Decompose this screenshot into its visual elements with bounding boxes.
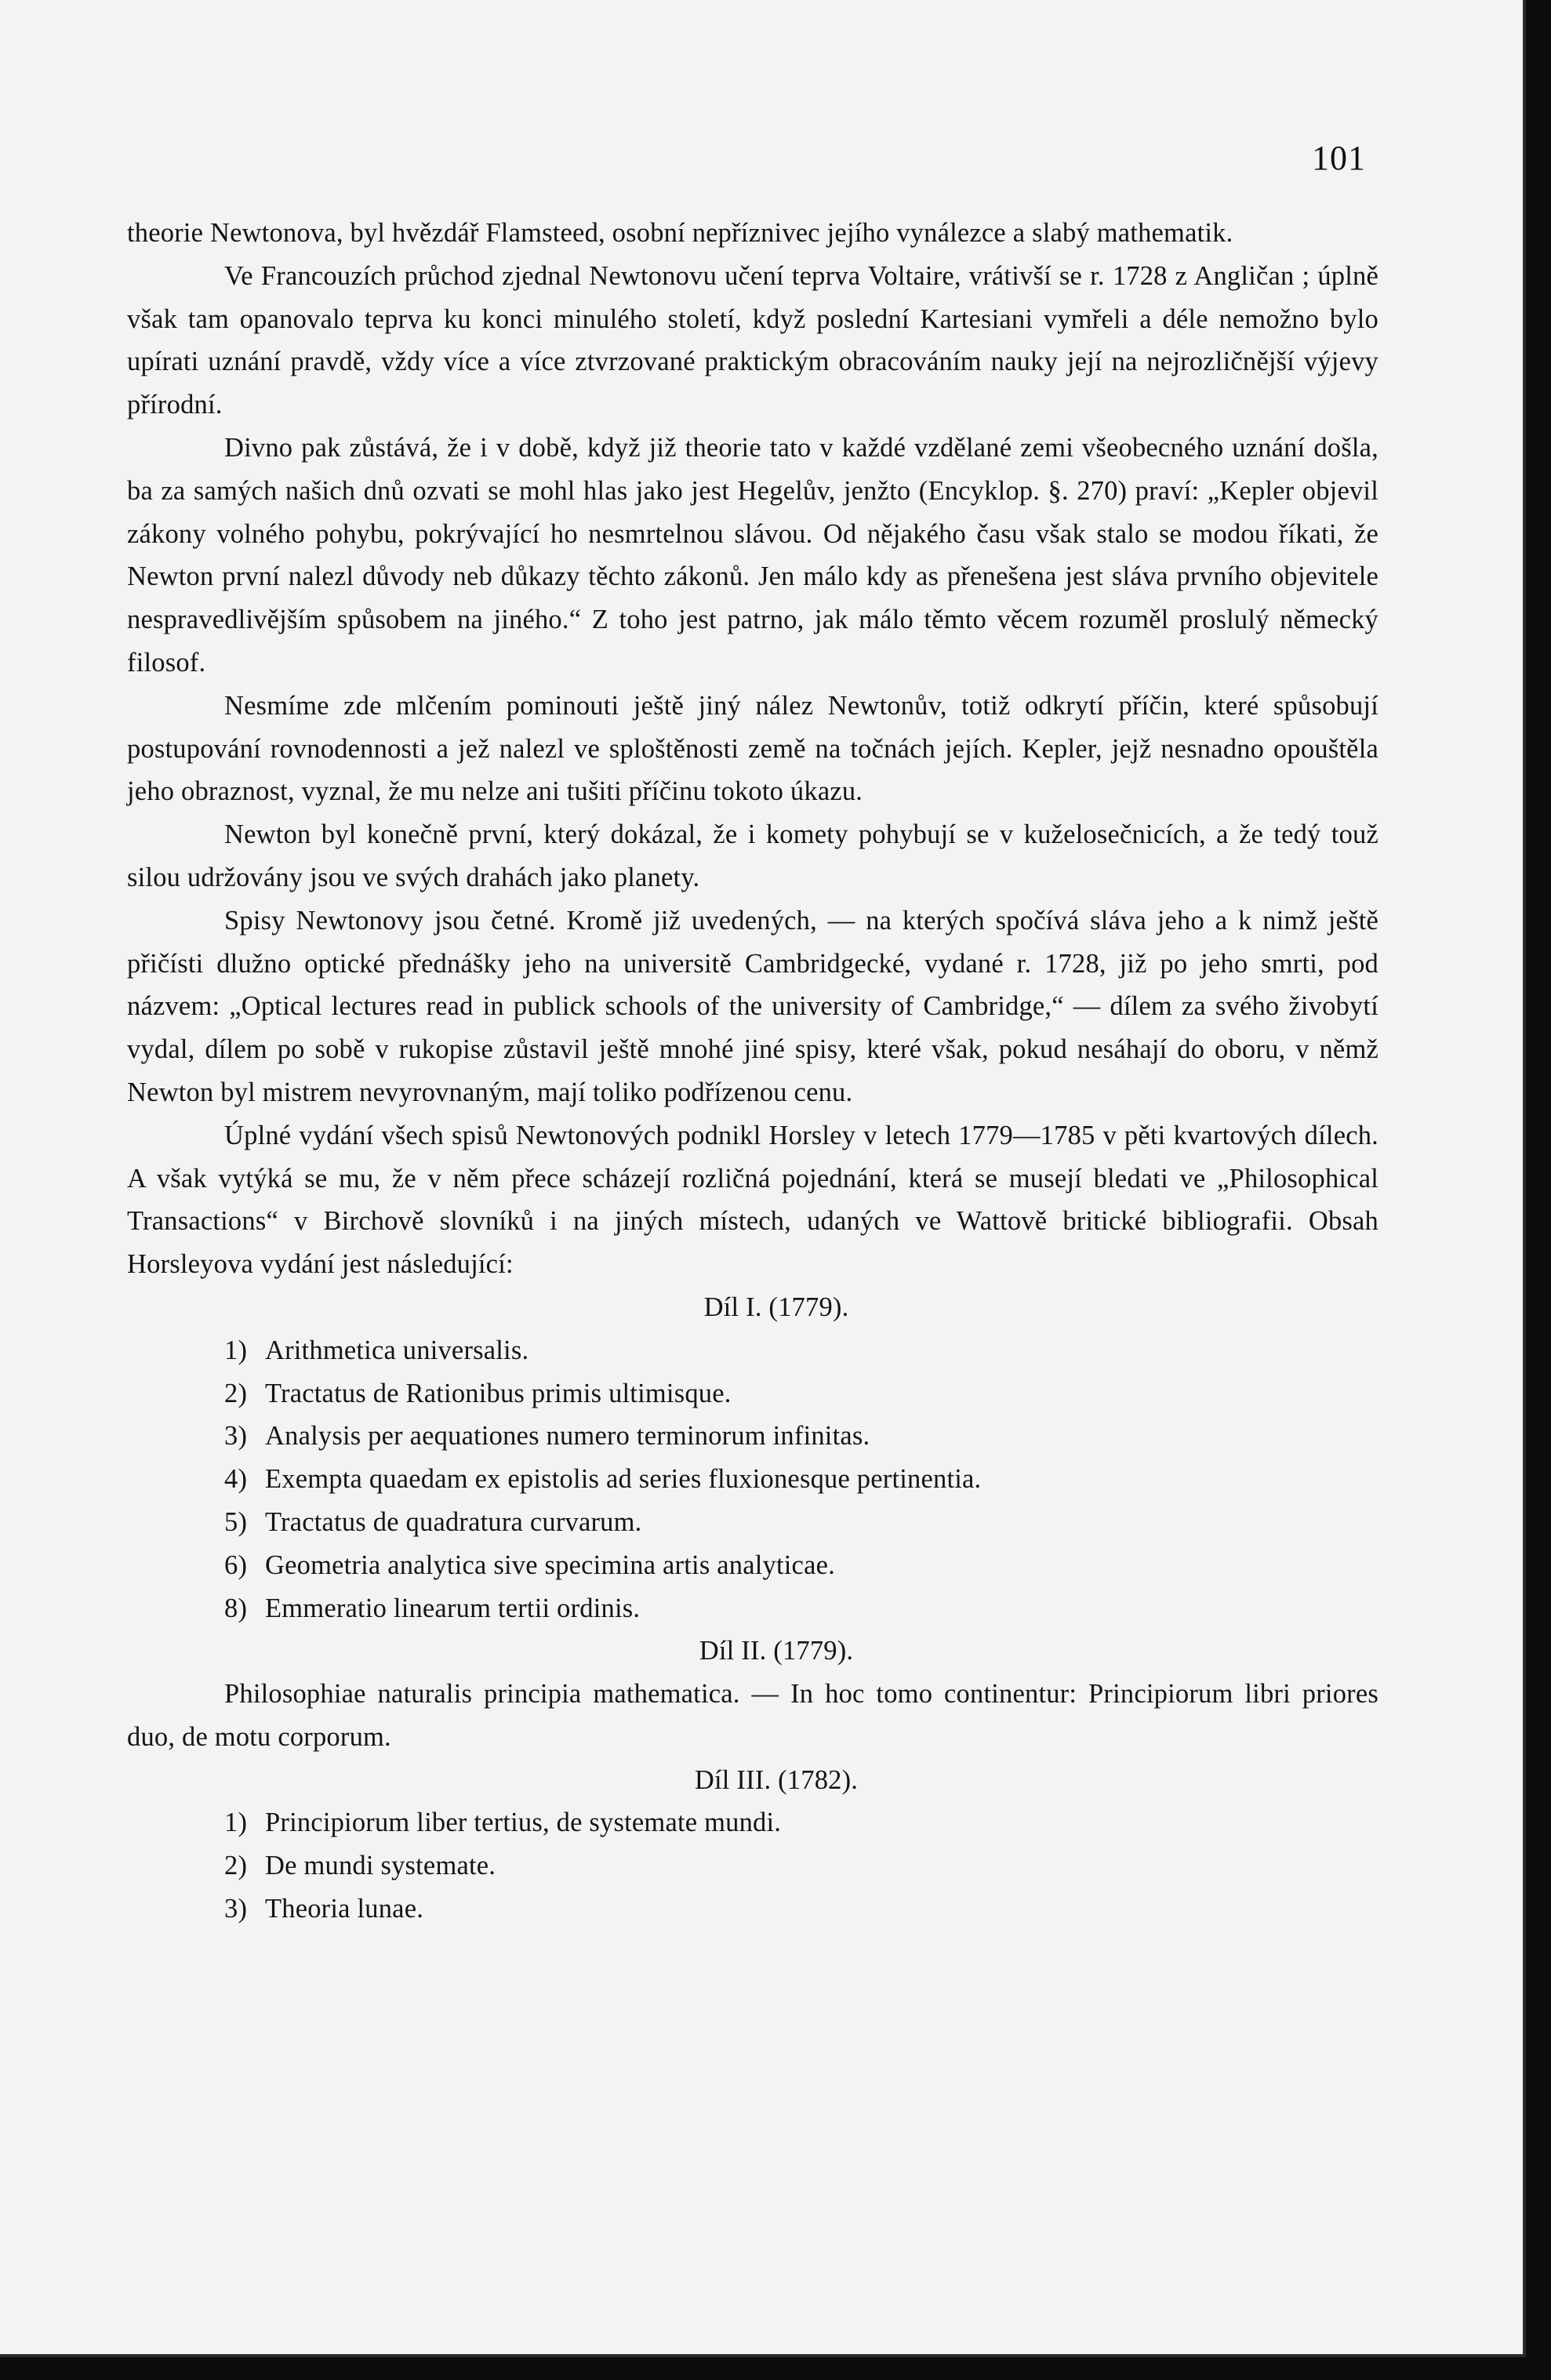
list-item (127, 1415, 1378, 1458)
list-item-text: De mundi systemate. (265, 1851, 496, 1881)
paragraph: Divno pak zůstává, že i v době, když již theorie tato v každé vzdělané zemi všeobecného uznání došla, ba za samých našich dnů ozvati se mohl hlas jako jest Hegelův, jenžto (Encyklop. §. 270) praví: „Kepler objevil zákony volného pohybu, pokrývající ho nesmrtelnou slávou. Od nějakého času však stalo se modou říkati, že Newton první nalezl důvody neb důkazy těchto zákonů. Jen málo kdy as přenešena jest sláva prvního objevitele nespravedlivějším spůsobem na jiného.“ Z toho jest patrno, jak málo těmto věcem rozuměl proslulý německý filosof. (127, 432, 1378, 678)
list-item-text: Analysis per aequationes numero terminorum infinitas. (265, 1421, 870, 1452)
list-item-text: Emmeratio linearum tertii ordinis. (265, 1593, 641, 1623)
paragraph: Spisy Newtonovy jsou četné. Kromě již uvedených, — na kterých spočívá sláva jeho a k nimž ještě přičísti dlužno optické přednášky jeho na universitě Cambridgecké, vydané r. 1728, již po jeho smrti, pod názvem: „Optical lectures read in publick schools of the university of Cambridge,“ — dílem za svého živobytí vydal, dílem po sobě v rukopise zůstavil ještě mnohé jiné spisy, které však, pokud nesáhají do oboru, v němž Newton byl mistrem nevyrovnaným, mají toliko podřízenou cenu. (127, 905, 1378, 1107)
list-item (127, 1888, 1378, 1931)
list-item (127, 1501, 1378, 1544)
list-item-text: Arithmetica universalis. (265, 1335, 529, 1365)
list-item-number: 3) (224, 1894, 248, 1924)
part-heading: Díl I. (1779). (703, 1292, 849, 1322)
paragraph: theorie Newtonova, byl hvězdář Flamsteed, osobní nepříznivec jejího vynálezce a slabý mathematik. (127, 218, 1233, 248)
part-heading: Díl III. (1782). (694, 1764, 859, 1795)
list-item (127, 1844, 1378, 1888)
list-item (127, 1372, 1378, 1415)
paragraph: Nesmíme zde mlčením pominouti ještě jiný nález Newtonův, totiž odkrytí příčin, které spůsobují postupování rovnodennosti a jež nalezl ve sploštěnosti země na točnách jejích. Kepler, jejž nesnadno opouštěla jeho obraznost, vyznal, že mu nelze ani tušiti příčinu tokoto úkazu. (127, 690, 1378, 807)
list-item (127, 1587, 1378, 1630)
list-item-text: Principiorum liber tertius, de systemate mundi. (265, 1808, 782, 1838)
list-item-number: 3) (224, 1421, 248, 1452)
list-item-text: Theoria lunae. (265, 1894, 424, 1924)
paragraph: Úplné vydání všech spisů Newtonových podnikl Horsley v letech 1779—1785 v pěti kvartových dílech. A však vytýká se mu, že v něm přece scházejí rozličná pojednání, která se musejí bledati ve „Philosophical Transactions“ v Birchově slovníků i na jiných místech, udaných ve Wattově britické bibliografii. Obsah Horsleyova vydání jest následující: (127, 1120, 1378, 1280)
list-item-text: Tractatus de quadratura curvarum. (265, 1506, 642, 1537)
list-item-number: 6) (224, 1550, 248, 1580)
list-item-text: Tractatus de Rationibus primis ultimisque. (265, 1378, 732, 1408)
list-item-number: 8) (224, 1593, 248, 1623)
page-number: 101 (1312, 139, 1366, 177)
list-item-number: 1) (224, 1335, 248, 1365)
list-item-number: 4) (224, 1464, 248, 1495)
list-item-number: 2) (224, 1378, 248, 1408)
list-item-number: 2) (224, 1851, 248, 1881)
list-item (127, 1329, 1378, 1372)
list-item-text: Geometria analytica sive specimina artis analyticae. (265, 1550, 835, 1580)
page-body (127, 212, 1378, 1931)
paragraph: Newton byl konečně první, který dokázal, že i komety pohybují se v kuželosečnicích, a že tedý touž silou udržovány jsou ve svých drahách jako planety. (127, 819, 1378, 892)
paragraph: Philosophiae naturalis principia mathematica. — In hoc tomo continentur: Principiorum libri priores duo, de motu corporum. (127, 1679, 1378, 1752)
part-heading: Díl II. (1779). (699, 1636, 854, 1666)
list-item (127, 1458, 1378, 1501)
list-item (127, 1801, 1378, 1844)
list-item-text: Exempta quaedam ex epistolis ad series fluxionesque pertinentia. (265, 1464, 982, 1495)
list-item (127, 1544, 1378, 1587)
paragraph: Ve Francouzích průchod zjednal Newtonovu učení teprva Voltaire, vrátivší se r. 1728 z Angličan ; úplně však tam opanovalo teprva ku konci minulého století, když poslední Kartesiani vymřeli a déle nemožno bylo upírati uznání pravdě, vždy více a více ztvrzované praktickým obracováním nauky její na nejrozličnější výjevy přírodní. (127, 260, 1378, 420)
list-item-number: 5) (224, 1506, 248, 1537)
list-item-number: 1) (224, 1808, 248, 1838)
